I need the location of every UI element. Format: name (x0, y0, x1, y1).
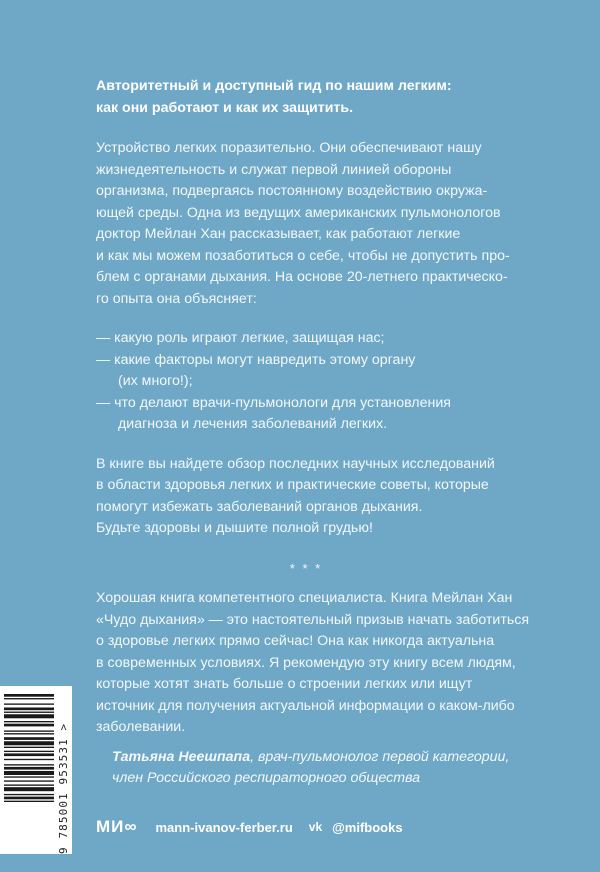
text-line: «Чудо дыхания» — это настоятельный призыв начать заботиться (96, 611, 530, 628)
barcode-bar (4, 703, 54, 704)
text-line: Хорошая книга компетентного специалиста. Книга Мейлан Хан (96, 590, 513, 606)
barcode-bar (4, 753, 54, 756)
lead-line: как они работают и как их защитить. (96, 99, 354, 116)
text-line: Устройство легких поразительно. Они обеспечивают нашу (96, 140, 482, 156)
barcode-bar (4, 787, 54, 791)
barcode-bar (4, 801, 54, 802)
barcode-bar (4, 714, 54, 718)
text-line: о здоровье легких прямо сейчас! Она как никогда актуальна (96, 633, 495, 649)
author-title: , врач-пульмонолог первой категории, (250, 748, 510, 765)
barcode-bar (4, 694, 54, 697)
list-item (96, 328, 516, 350)
barcode-bar (4, 747, 54, 748)
text-line: которые хотят знать больше о строении легких или ищут (96, 676, 473, 692)
text-line: В книге вы найдете обзор последних научных исследований (96, 455, 495, 472)
barcode-bar (4, 721, 54, 722)
barcode-bar (4, 741, 54, 745)
text-line: блем с органами дыхания. На основе 20-летнего практическо- (96, 269, 508, 285)
review-quote (96, 588, 530, 739)
barcode-bar (4, 712, 54, 713)
list-item-continuation: диагноза и лечения заболеваний легких. (118, 416, 388, 432)
barcode-bar (4, 733, 54, 734)
list-item-text: — что делают врачи-пульмонологи для установления (96, 394, 451, 411)
book-paragraph (96, 454, 516, 540)
vk-icon: vk (308, 820, 323, 834)
publisher-website[interactable]: mann-ivanov-ferber.ru (155, 819, 293, 835)
list-item-text: — какую роль играют легкие, защищая нас; (96, 330, 385, 346)
barcode-bar (4, 794, 54, 795)
list-item-continuation: (их много!); (118, 373, 193, 389)
author-affiliation: член Российского респираторного общества (112, 770, 421, 786)
barcode-bar (4, 698, 54, 699)
barcode-bar (4, 759, 54, 760)
barcode-bar (4, 724, 54, 727)
barcode-number: 9 785001 953531 > (57, 722, 70, 854)
isbn-barcode (0, 686, 72, 854)
barcode-bar (4, 708, 54, 711)
text-line: и как мы можем позаботиться о себе, чтобы не допустить про- (96, 247, 510, 264)
list-item-text: — какие факторы могут навредить этому органу (96, 351, 416, 368)
author-name: Татьяна Неешпапа (112, 748, 251, 765)
list-item (96, 350, 516, 393)
barcode-bar (4, 730, 54, 731)
text-line: го опыта она объясняет: (96, 290, 257, 307)
text-line: помогут избежать заболеваний органов дыхания. (96, 498, 423, 515)
barcode-bar (4, 797, 54, 800)
publisher-logo: МИ∞ (96, 817, 138, 836)
barcode-bar (4, 767, 54, 770)
text-line: доктор Мейлан Хан рассказывает, как работают легкие (96, 226, 461, 242)
publisher-footer (96, 815, 403, 839)
text-line: заболевании. (96, 719, 186, 735)
barcode-bar (4, 737, 54, 740)
cover-text (96, 76, 530, 790)
barcode-bar (4, 764, 54, 765)
barcode-bar (4, 771, 54, 775)
text-line: в области здоровья легких и практические советы, которые (96, 477, 489, 493)
barcode-bar (4, 776, 54, 777)
text-line: жизнедеятельность и служат первой линией обороны (96, 161, 452, 178)
barcode-bar (4, 751, 54, 752)
text-line: Будьте здоровы и дышите полной грудью! (96, 520, 373, 536)
text-line: ющей среды. Одна из ведущих американских пульмонологов (96, 204, 501, 221)
section-separator: * * * (289, 560, 323, 576)
quote-author (96, 747, 516, 790)
lead-heading (96, 76, 516, 119)
intro-paragraph (96, 138, 516, 310)
explanation-list (96, 328, 516, 436)
text-line: источник для получения актуальной информации о каком-либо (96, 697, 515, 714)
social-handle[interactable]: @mifbooks (332, 819, 403, 835)
list-item (96, 393, 516, 436)
barcode-bar (4, 780, 54, 781)
barcode-bar (4, 784, 54, 785)
text-line: организма, подвергаясь постоянному воздействию окружа- (96, 183, 488, 199)
text-line: в современных условиях. Я рекомендую эту книгу всем людям, (96, 654, 516, 671)
lead-line: Авторитетный и доступный гид по нашим легким: (96, 78, 452, 94)
